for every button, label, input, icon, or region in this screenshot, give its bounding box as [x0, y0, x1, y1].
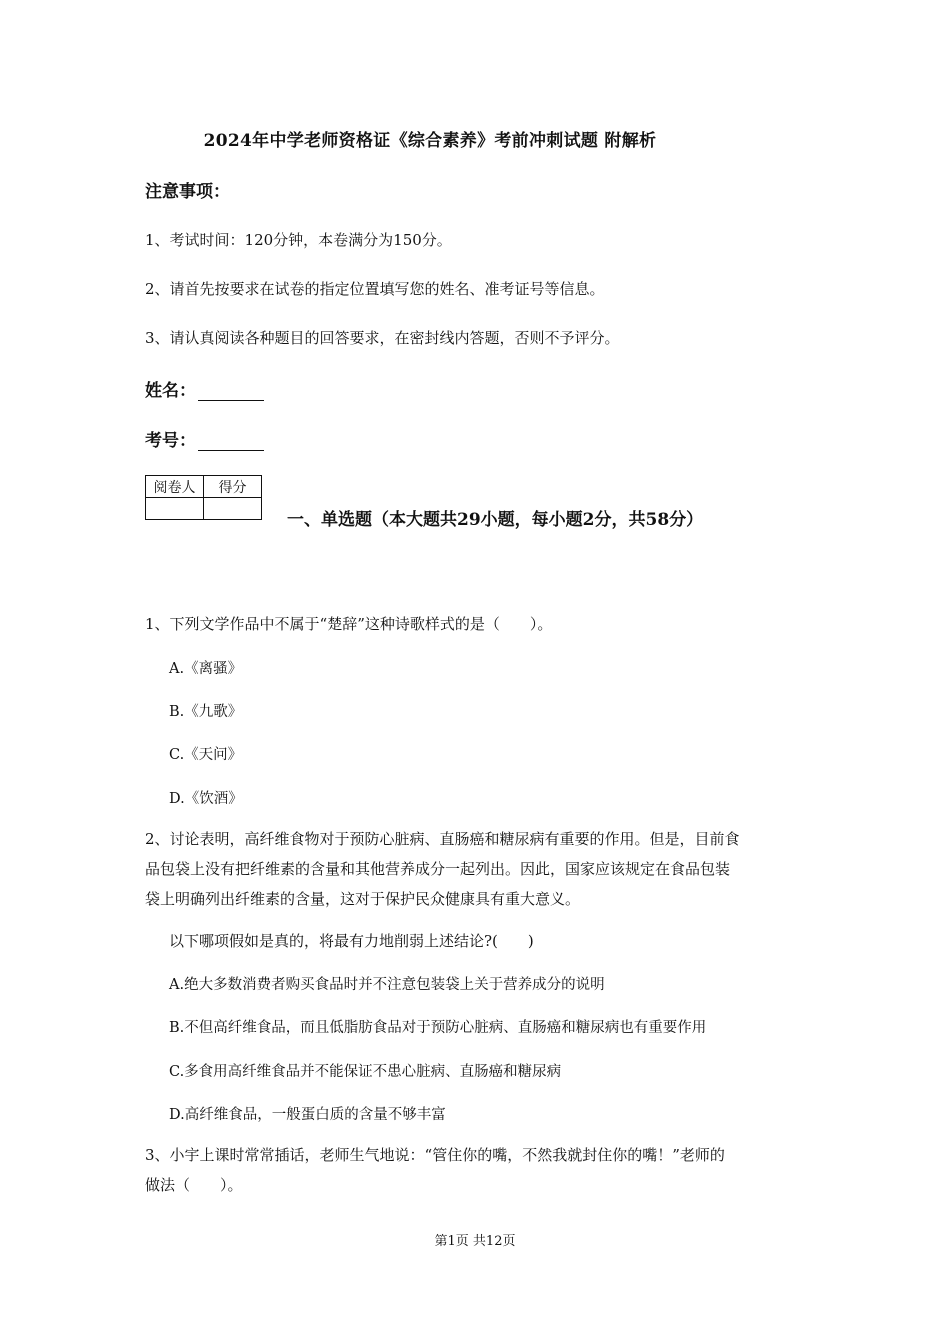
section-title: 一、单选题（本大题共29小题，每小题2分，共58分） [287, 510, 704, 530]
question-2-option-a: A.绝大多数消费者购买食品时并不注意包装袋上关于营养成分的说明 [169, 977, 605, 993]
name-field [145, 376, 264, 401]
question-1-option-a: A.《离骚》 [169, 661, 243, 677]
question-1-option-b: B.《九歌》 [169, 704, 243, 720]
page-title: 2024年中学老师资格证《综合素养》考前冲刺试题 附解析 [203, 131, 657, 151]
score-table [145, 475, 262, 520]
question-3-stem [145, 1140, 810, 1200]
exam-number-label: 考号： [145, 431, 196, 451]
question-2-option-c: C.多食用高纤维食品并不能保证不患心脏病、直肠癌和糖尿病 [169, 1064, 562, 1080]
question-3-stem-line: 做法（ ）。 [145, 1176, 243, 1194]
exam-number-blank[interactable] [198, 433, 264, 451]
score-header: 得分 [204, 476, 262, 498]
notice-item-1: 1、考试时间：120分钟，本卷满分为150分。 [145, 231, 452, 249]
page-footer: 第1页 共12页 [434, 1234, 516, 1249]
exam-number-field [145, 426, 264, 451]
notice-item-2: 2、请首先按要求在试卷的指定位置填写您的姓名、准考证号等信息。 [145, 280, 605, 298]
question-2-stem-line: 袋上明确列出纤维素的含量，这对于保护民众健康具有重大意义。 [145, 890, 581, 908]
name-label: 姓名： [145, 381, 196, 401]
question-2-stem-line: 2、讨论表明，高纤维食物对于预防心脏病、直肠癌和糖尿病有重要的作用。但是，目前食 [145, 830, 740, 848]
question-3-stem-line: 3、小宇上课时常常插话，老师生气地说：“管住你的嘴，不然我就封住你的嘴！”老师的 [145, 1146, 725, 1164]
name-blank[interactable] [198, 383, 264, 401]
reviewer-header: 阅卷人 [146, 476, 204, 498]
question-2-stem-line: 品包袋上没有把纤维素的含量和其他营养成分一起列出。因此，国家应该规定在食品包装 [145, 860, 731, 878]
notice-item-3: 3、请认真阅读各种题目的回答要求，在密封线内答题，否则不予评分。 [145, 329, 620, 347]
question-1-stem: 1、下列文学作品中不属于“楚辞”这种诗歌样式的是（ ）。 [145, 615, 553, 633]
reviewer-cell [146, 498, 204, 520]
question-2-stem [145, 824, 810, 914]
question-2-prompt: 以下哪项假如是真的，将最有力地削弱上述结论?( ) [169, 932, 534, 950]
score-cell [204, 498, 262, 520]
question-1-option-d: D.《饮酒》 [169, 791, 243, 807]
question-2-option-b: B.不但高纤维食品，而且低脂肪食品对于预防心脏病、直肠癌和糖尿病也有重要作用 [169, 1020, 707, 1036]
question-1-option-c: C.《天问》 [169, 747, 243, 763]
notice-heading: 注意事项： [145, 182, 230, 202]
question-2-option-d: D.高纤维食品，一般蛋白质的含量不够丰富 [169, 1107, 446, 1123]
